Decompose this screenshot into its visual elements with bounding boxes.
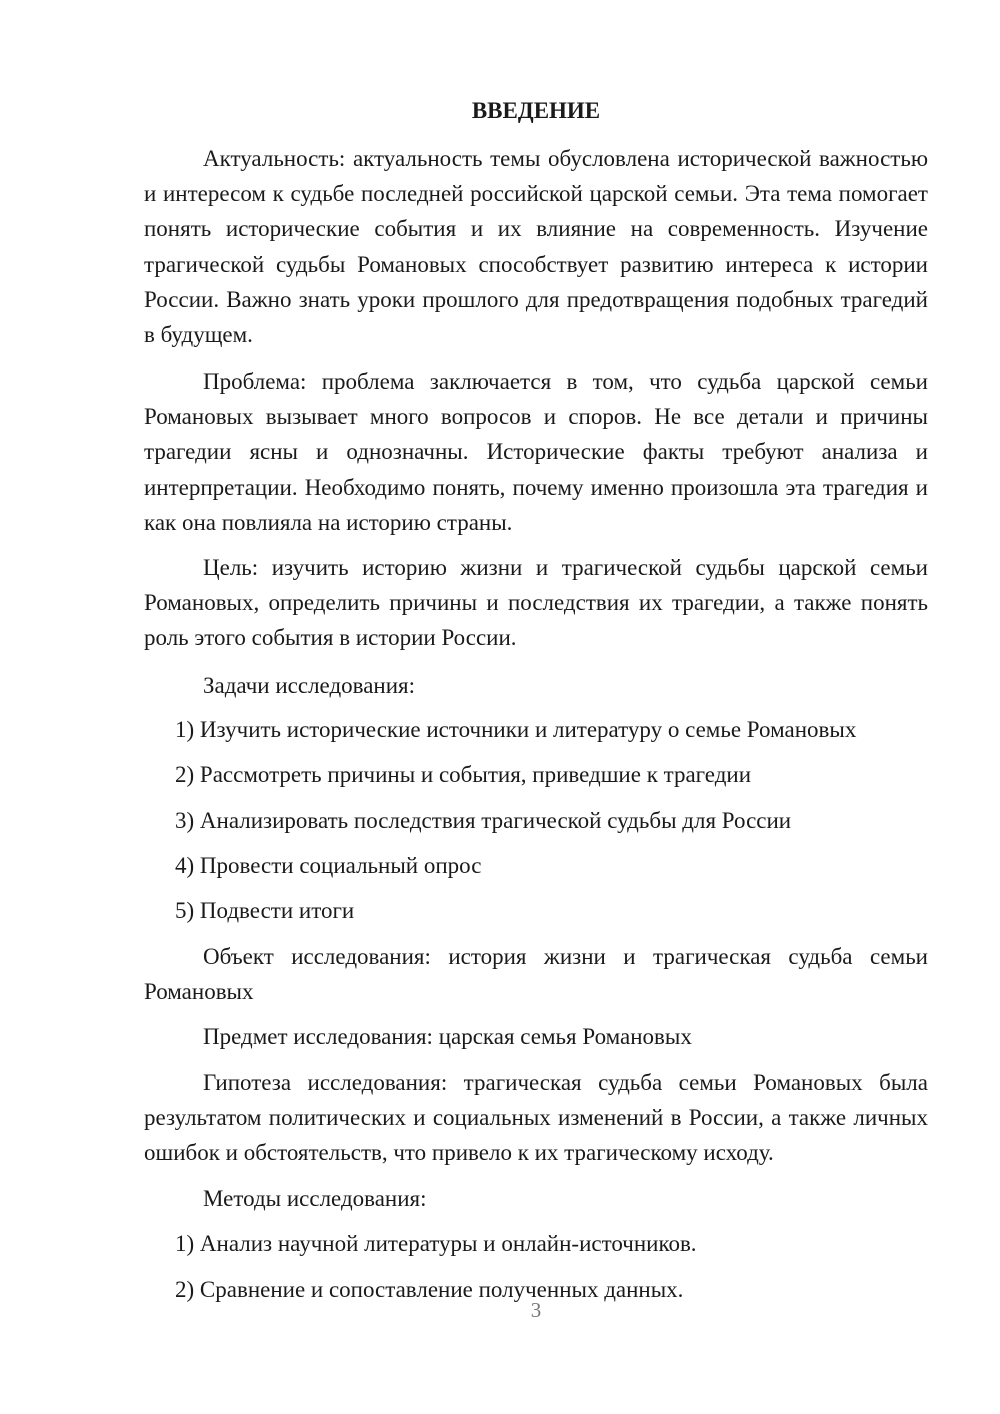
- task-item-3: 3) Анализировать последствия трагической судьбы для России: [175, 808, 792, 833]
- method-item-1: 1) Анализ научной литературы и онлайн-источников.: [175, 1231, 697, 1256]
- page-title: ВВЕДЕНИЕ: [471, 98, 601, 123]
- task-item-5: 5) Подвести итоги: [175, 898, 355, 923]
- page-number: 3: [530, 1298, 542, 1322]
- methods-heading: Методы исследования:: [203, 1186, 427, 1211]
- task-item-2: 2) Рассмотреть причины и события, приведшие к трагедии: [175, 762, 752, 787]
- object-paragraph: Объект исследования: история жизни и трагическая судьба семьи Романовых: [144, 944, 928, 1005]
- goal-paragraph: Цель: изучить историю жизни и трагической судьбы царской семьи Романовых, определить причины и последствия их трагедии, а также понять роль этого события в истории России.: [144, 555, 928, 651]
- task-item-4: 4) Провести социальный опрос: [175, 853, 482, 878]
- hypothesis-paragraph: Гипотеза исследования: трагическая судьба семьи Романовых была результатом политических и социальных изменений в России, а также личных ошибок и обстоятельств, что привело к их трагическому исходу.: [144, 1070, 928, 1166]
- task-item-1: 1) Изучить исторические источники и литературу о семье Романовых: [175, 717, 857, 742]
- relevance-paragraph: Актуальность: актуальность темы обусловлена исторической важностью и интересом к судьбе последней российской царской семьи. Эта тема помогает понять исторические события и их влияние на современность. Изучение трагической судьбы Романовых способствует развитию интереса к истории России. Важно знать уроки прошлого для предотвращения подобных трагедий в будущем.: [144, 146, 928, 348]
- method-item-2: 2) Сравнение и сопоставление полученных данных.: [175, 1277, 684, 1302]
- problem-paragraph: Проблема: проблема заключается в том, что судьба царской семьи Романовых вызывает много вопросов и споров. Не все детали и причины трагедии ясны и однозначны. Исторические факты требуют анализа и интерпретации. Необходимо понять, почему именно произошла эта трагедия и как она повлияла на историю страны.: [144, 369, 928, 535]
- tasks-heading: Задачи исследования:: [203, 673, 416, 698]
- subject-line: Предмет исследования: царская семья Романовых: [203, 1024, 692, 1049]
